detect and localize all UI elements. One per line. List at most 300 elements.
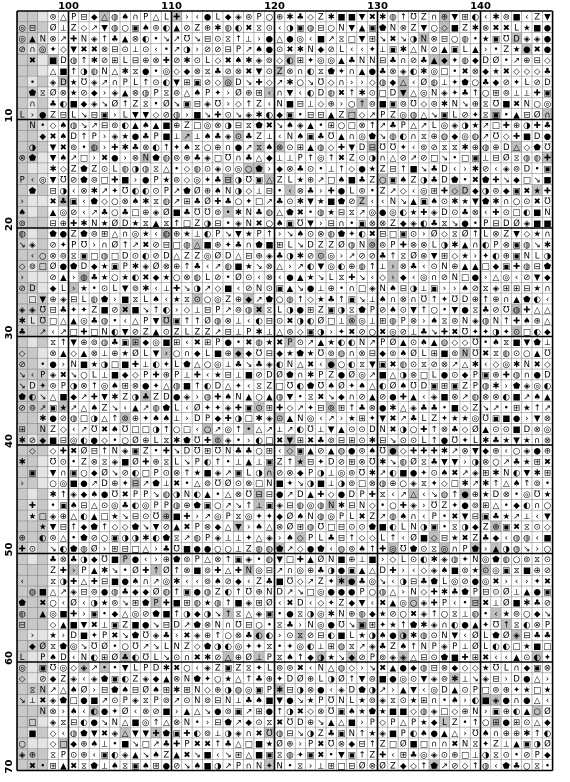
stitch-symbol: N xyxy=(266,479,273,490)
stitch-symbol: ▼ xyxy=(70,338,77,349)
stitch-symbol: ▼ xyxy=(544,511,551,522)
stitch-symbol: ↑ xyxy=(100,446,109,457)
stitch-symbol: ⊕ xyxy=(451,262,459,273)
stitch-symbol: △ xyxy=(90,500,98,511)
stitch-symbol: ◑ xyxy=(100,359,109,370)
stitch-symbol: › xyxy=(422,229,426,240)
stitch-symbol: ◑ xyxy=(121,533,129,544)
shaded-cell xyxy=(27,532,37,543)
stitch-symbol: • xyxy=(472,218,478,229)
stitch-symbol: ⊟ xyxy=(399,283,407,294)
stitch-symbol: ⊘ xyxy=(461,576,469,587)
stitch-symbol: ♣ xyxy=(193,153,202,164)
stitch-symbol: ↑ xyxy=(430,609,438,620)
stitch-symbol: ■ xyxy=(285,99,294,110)
stitch-symbol: ⬟ xyxy=(492,631,500,642)
stitch-symbol: ⊘ xyxy=(543,598,552,609)
stitch-symbol: ● xyxy=(389,631,397,642)
stitch-symbol: ↑ xyxy=(471,229,479,240)
stitch-symbol: ◑ xyxy=(224,121,232,132)
stitch-symbol: ◆ xyxy=(451,132,459,143)
stitch-symbol: ▲ xyxy=(441,728,448,739)
stitch-symbol: P xyxy=(472,685,478,696)
stitch-symbol: ◑ xyxy=(317,327,325,338)
stitch-symbol: ◇ xyxy=(420,566,428,577)
stitch-symbol: △ xyxy=(513,142,520,153)
stitch-symbol: ○ xyxy=(49,479,57,490)
stitch-symbol: ⊞ xyxy=(203,446,212,457)
stitch-symbol: ✚ xyxy=(183,728,191,739)
stitch-symbol: ⊘ xyxy=(368,251,376,262)
stitch-symbol: ✱ xyxy=(399,45,407,56)
stitch-symbol: • xyxy=(122,566,128,577)
stitch-symbol: △ xyxy=(276,34,283,45)
stitch-symbol: ◎ xyxy=(111,500,119,511)
stitch-symbol: ○ xyxy=(183,663,191,674)
stitch-symbol: ✖ xyxy=(70,446,78,457)
stitch-symbol: ○ xyxy=(523,761,531,772)
stitch-symbol: ♠ xyxy=(450,696,459,707)
stitch-symbol: ↘ xyxy=(358,273,366,284)
stitch-symbol: ◈ xyxy=(90,77,98,88)
stitch-symbol: ★ xyxy=(409,696,418,707)
stitch-symbol: ▼ xyxy=(523,338,531,349)
stitch-symbol: ⧖ xyxy=(389,696,396,707)
stitch-symbol: ⊗ xyxy=(49,251,57,262)
stitch-symbol: ∩ xyxy=(410,294,417,305)
stitch-symbol: ◎ xyxy=(214,294,222,305)
stitch-symbol: ◑ xyxy=(152,424,160,435)
shaded-cell xyxy=(38,619,48,630)
stitch-symbol: ■ xyxy=(203,750,212,761)
stitch-symbol: ♣ xyxy=(512,457,521,468)
stitch-symbol: ‹ xyxy=(154,283,158,294)
stitch-symbol: ⊘ xyxy=(80,88,88,99)
stitch-symbol: Ø xyxy=(49,23,57,34)
stitch-symbol: ✖ xyxy=(121,305,129,316)
stitch-symbol: ⊟ xyxy=(90,110,98,121)
stitch-symbol: ◑ xyxy=(224,728,232,739)
stitch-symbol: ✱ xyxy=(368,435,376,446)
stitch-symbol: ⧖ xyxy=(142,218,149,229)
stitch-symbol: ‹ xyxy=(195,424,199,435)
stitch-symbol: N xyxy=(327,500,335,511)
stitch-symbol: ◆ xyxy=(348,598,356,609)
stitch-symbol: ⊘ xyxy=(306,631,315,642)
stitch-symbol: ◎ xyxy=(306,414,315,425)
stitch-symbol: • xyxy=(318,164,324,175)
stitch-symbol: N xyxy=(461,316,469,327)
stitch-symbol: ⊙ xyxy=(59,457,67,468)
stitch-symbol: ↘ xyxy=(471,674,479,685)
stitch-symbol: ♠ xyxy=(358,544,366,555)
stitch-symbol: ▲ xyxy=(307,142,314,153)
stitch-symbol: ♣ xyxy=(141,392,150,403)
stitch-symbol: ⊙ xyxy=(203,164,212,175)
stitch-symbol: ▼ xyxy=(101,392,108,403)
stitch-symbol: ⊟ xyxy=(533,262,541,273)
stitch-symbol: ◈ xyxy=(441,88,448,99)
stitch-symbol: ↑ xyxy=(183,468,191,479)
stitch-symbol: ✚ xyxy=(142,566,150,577)
stitch-symbol: ◇ xyxy=(399,186,407,197)
stitch-symbol: ★ xyxy=(368,164,377,175)
stitch-symbol: ↑ xyxy=(234,424,243,435)
stitch-symbol: ✱ xyxy=(255,414,263,425)
stitch-symbol: ◐ xyxy=(512,468,521,479)
stitch-symbol: ♠ xyxy=(358,381,366,392)
stitch-symbol: ◐ xyxy=(471,12,480,23)
stitch-symbol: Z xyxy=(379,186,386,197)
stitch-symbol: Ø xyxy=(338,674,345,685)
stitch-symbol: ▣ xyxy=(378,359,387,370)
stitch-symbol: ◑ xyxy=(502,544,510,555)
stitch-symbol: ♣ xyxy=(90,316,99,327)
stitch-symbol: ↘ xyxy=(18,381,26,392)
stitch-symbol: ○ xyxy=(451,34,459,45)
stitch-symbol: ✦ xyxy=(482,739,490,750)
stitch-symbol: ⊚ xyxy=(430,99,438,110)
stitch-symbol: ◈ xyxy=(90,34,98,45)
stitch-symbol: Z xyxy=(214,587,221,598)
stitch-symbol: Z xyxy=(462,381,468,392)
stitch-symbol: ∩ xyxy=(245,728,252,739)
stitch-symbol: □ xyxy=(100,175,109,186)
shaded-cell xyxy=(38,163,48,174)
stitch-symbol: Z xyxy=(184,251,190,262)
stitch-symbol: ⊞ xyxy=(492,88,500,99)
stitch-symbol: ◍ xyxy=(430,77,438,88)
stitch-symbol: ✱ xyxy=(183,56,191,67)
stitch-symbol: ↑ xyxy=(399,164,407,175)
stitch-symbol: ↘ xyxy=(100,99,109,110)
stitch-symbol: ↗ xyxy=(306,576,315,587)
stitch-symbol: ▣ xyxy=(543,587,552,598)
stitch-symbol: L xyxy=(122,56,128,67)
stitch-symbol: ◆ xyxy=(492,77,500,88)
stitch-symbol: ◑ xyxy=(368,153,377,164)
stitch-symbol: ⊟ xyxy=(90,446,98,457)
stitch-symbol: □ xyxy=(347,110,356,121)
stitch-symbol: Ø xyxy=(111,652,119,663)
shaded-cell xyxy=(17,586,27,597)
stitch-symbol: ♠ xyxy=(152,750,160,761)
stitch-symbol: ⟂ xyxy=(235,533,242,544)
stitch-symbol: ♠ xyxy=(49,652,57,663)
stitch-symbol: ⧖ xyxy=(420,457,427,468)
stitch-symbol: ▣ xyxy=(172,728,181,739)
stitch-symbol: ▲ xyxy=(90,511,98,522)
stitch-symbol: ⧖ xyxy=(276,620,283,631)
stitch-symbol: △ xyxy=(276,262,283,273)
stitch-symbol: ▼ xyxy=(461,511,469,522)
stitch-symbol: ■ xyxy=(481,696,490,707)
stitch-symbol: ↑ xyxy=(193,381,201,392)
stitch-symbol: Ʊ xyxy=(472,728,479,739)
stitch-symbol: ∩ xyxy=(111,77,118,88)
stitch-symbol: ■ xyxy=(450,23,459,34)
stitch-symbol: ↑ xyxy=(399,12,407,23)
stitch-symbol: ✱ xyxy=(482,435,490,446)
stitch-symbol: ⟂ xyxy=(318,283,324,294)
stitch-symbol: ✱ xyxy=(162,663,170,674)
stitch-symbol: ● xyxy=(337,566,346,577)
row-label-70: 70 xyxy=(4,759,15,774)
stitch-symbol: › xyxy=(463,728,467,739)
stitch-symbol: ✱ xyxy=(471,359,479,370)
stitch-symbol: ▲ xyxy=(513,294,520,305)
stitch-symbol: › xyxy=(422,500,426,511)
stitch-symbol: ↘ xyxy=(358,294,366,305)
stitch-symbol: ✚ xyxy=(379,544,387,555)
stitch-symbol: Z xyxy=(317,305,324,316)
stitch-symbol: Ʊ xyxy=(317,381,325,392)
stitch-symbol: ∩ xyxy=(544,110,551,121)
stitch-symbol: ⊙ xyxy=(399,305,407,316)
stitch-symbol: ■ xyxy=(121,175,130,186)
stitch-symbol: ◐ xyxy=(152,142,160,153)
stitch-symbol: ● xyxy=(327,359,335,370)
stitch-symbol: Z xyxy=(70,23,77,34)
stitch-symbol: ■ xyxy=(203,761,212,772)
stitch-symbol: ✚ xyxy=(162,598,170,609)
stitch-symbol: Ø xyxy=(544,739,551,750)
stitch-symbol: ↘ xyxy=(214,609,222,620)
stitch-symbol: ⟂ xyxy=(29,696,36,707)
stitch-symbol: L xyxy=(349,511,355,522)
stitch-symbol: ⊟ xyxy=(131,479,140,490)
stitch-symbol: Z xyxy=(50,424,56,435)
stitch-symbol: Ʊ xyxy=(121,186,129,197)
stitch-symbol: ◆ xyxy=(235,576,242,587)
stitch-symbol: △ xyxy=(80,576,88,587)
stitch-symbol: • xyxy=(452,66,458,77)
stitch-symbol: ↗ xyxy=(368,338,376,349)
stitch-symbol: ⊞ xyxy=(18,424,26,435)
stitch-symbol: ♣ xyxy=(533,598,541,609)
stitch-symbol: ⟂ xyxy=(462,674,468,685)
stitch-symbol: ♠ xyxy=(286,652,294,663)
stitch-symbol: ‹ xyxy=(185,403,189,414)
stitch-symbol: ✱ xyxy=(18,316,26,327)
stitch-symbol: ⊗ xyxy=(100,45,109,56)
shaded-cell xyxy=(17,141,27,152)
stitch-symbol: ♣ xyxy=(430,175,438,186)
stitch-symbol: ◆ xyxy=(276,511,283,522)
stitch-symbol: ↑ xyxy=(80,56,88,67)
stitch-symbol: ● xyxy=(348,446,356,457)
stitch-symbol: ◐ xyxy=(131,273,140,284)
stitch-symbol: ◎ xyxy=(481,555,490,566)
stitch-symbol: ◍ xyxy=(203,392,212,403)
stitch-symbol: △ xyxy=(70,511,77,522)
stitch-symbol: ▲ xyxy=(523,587,531,598)
stitch-symbol: ∩ xyxy=(513,696,520,707)
stitch-symbol: ○ xyxy=(234,197,243,208)
stitch-symbol: ✖ xyxy=(306,435,315,446)
stitch-symbol: ♠ xyxy=(492,338,500,349)
stitch-symbol: P xyxy=(369,717,375,728)
stitch-symbol: ⊞ xyxy=(111,56,119,67)
stitch-symbol: ‹ xyxy=(298,88,302,99)
stitch-symbol: ⊘ xyxy=(18,45,26,56)
stitch-symbol: ⊞ xyxy=(440,251,449,262)
stitch-symbol: ◇ xyxy=(80,23,88,34)
stitch-symbol: ✱ xyxy=(451,240,459,251)
stitch-symbol: ◎ xyxy=(39,45,47,56)
stitch-symbol: ‹ xyxy=(205,370,210,381)
stitch-symbol: ♠ xyxy=(420,338,428,349)
stitch-symbol: ◇ xyxy=(348,164,356,175)
stitch-symbol: □ xyxy=(450,479,459,490)
stitch-symbol: ◍ xyxy=(378,479,387,490)
stitch-symbol: ⊟ xyxy=(265,566,273,577)
stitch-symbol: ◈ xyxy=(410,500,417,511)
stitch-symbol: ⊘ xyxy=(379,305,387,316)
stitch-symbol: ★ xyxy=(378,707,387,718)
stitch-symbol: △ xyxy=(235,739,242,750)
stitch-symbol: ● xyxy=(409,468,418,479)
stitch-symbol: ▲ xyxy=(60,273,67,284)
stitch-symbol: ▲ xyxy=(369,392,376,403)
stitch-symbol: ⟂ xyxy=(235,316,242,327)
shaded-cell xyxy=(17,293,27,304)
stitch-symbol: △ xyxy=(266,522,273,533)
stitch-symbol: ⊗ xyxy=(451,392,459,403)
stitch-symbol: ⊟ xyxy=(131,685,140,696)
stitch-symbol: ◐ xyxy=(523,207,531,218)
stitch-symbol: ● xyxy=(265,34,274,45)
stitch-symbol: ⊙ xyxy=(234,132,243,143)
stitch-symbol: ↗ xyxy=(203,283,212,294)
stitch-symbol: ◎ xyxy=(59,479,68,490)
stitch-symbol: ◍ xyxy=(389,511,397,522)
stitch-symbol: ■ xyxy=(347,12,356,23)
stitch-symbol: ↘ xyxy=(286,229,294,240)
stitch-symbol: ◈ xyxy=(152,207,160,218)
shaded-cell xyxy=(17,250,27,261)
stitch-symbol: ◆ xyxy=(183,66,191,77)
stitch-symbol: ▼ xyxy=(420,674,428,685)
stitch-symbol: ⬟ xyxy=(193,620,201,631)
stitch-symbol: ◇ xyxy=(399,446,407,457)
stitch-symbol: Ø xyxy=(338,381,345,392)
stitch-symbol: ◈ xyxy=(296,121,304,132)
stitch-symbol: ◇ xyxy=(502,132,510,143)
stitch-symbol: Ø xyxy=(430,229,438,240)
stitch-symbol: ◍ xyxy=(327,88,335,99)
stitch-symbol: ∩ xyxy=(60,468,67,479)
stitch-symbol: ⧖ xyxy=(359,359,366,370)
stitch-symbol: ▣ xyxy=(481,370,490,381)
stitch-symbol: ‹ xyxy=(453,598,457,609)
stitch-symbol: ↗ xyxy=(368,110,376,121)
stitch-symbol: ⧖ xyxy=(297,761,304,772)
stitch-symbol: ⧖ xyxy=(50,641,57,652)
stitch-symbol: ⊞ xyxy=(471,652,479,663)
stitch-symbol: ↗ xyxy=(90,121,98,132)
stitch-symbol: ■ xyxy=(419,533,428,544)
stitch-symbol: Ø xyxy=(70,598,78,609)
stitch-symbol: ◐ xyxy=(399,132,407,143)
stitch-symbol: Z xyxy=(194,218,201,229)
stitch-symbol: ◎ xyxy=(317,153,325,164)
stitch-symbol: △ xyxy=(327,663,335,674)
stitch-symbol: N xyxy=(523,251,531,262)
stitch-symbol: ★ xyxy=(347,414,356,425)
stitch-symbol: ↘ xyxy=(183,761,191,772)
stitch-symbol: ◎ xyxy=(296,34,304,45)
stitch-symbol: D xyxy=(60,77,67,88)
stitch-symbol: Z xyxy=(50,566,56,577)
stitch-symbol: Ʊ xyxy=(194,207,201,218)
stitch-symbol: ⊟ xyxy=(358,739,366,750)
stitch-symbol: ◇ xyxy=(214,56,222,67)
stitch-symbol: P xyxy=(40,652,46,663)
stitch-symbol: ⬟ xyxy=(131,522,140,533)
stitch-symbol: □ xyxy=(430,153,439,164)
stitch-symbol: ⊙ xyxy=(348,424,356,435)
stitch-symbol: ↗ xyxy=(286,490,294,501)
stitch-symbol: ⟂ xyxy=(256,186,262,197)
stitch-symbol: ♠ xyxy=(296,229,305,240)
stitch-symbol: ★ xyxy=(59,403,68,414)
stitch-symbol: ◇ xyxy=(523,66,531,77)
stitch-symbol: ↗ xyxy=(265,197,273,208)
stitch-symbol: D xyxy=(173,620,180,631)
stitch-symbol: ⬟ xyxy=(368,132,377,143)
stitch-symbol: ⬟ xyxy=(327,66,335,77)
stitch-symbol: • xyxy=(514,750,520,761)
stitch-symbol: ◇ xyxy=(327,490,335,501)
stitch-symbol: ↗ xyxy=(90,663,98,674)
stitch-symbol: ‹ xyxy=(535,533,539,544)
stitch-symbol: P xyxy=(153,468,159,479)
shaded-cell xyxy=(38,54,48,65)
stitch-symbol: □ xyxy=(28,294,37,305)
stitch-symbol: › xyxy=(174,631,179,642)
stitch-symbol: ∩ xyxy=(286,566,294,577)
stitch-symbol: ⊙ xyxy=(276,414,284,425)
stitch-symbol: ⊗ xyxy=(18,153,26,164)
stitch-symbol: ● xyxy=(142,66,150,77)
stitch-symbol: ⊙ xyxy=(440,750,449,761)
stitch-symbol: ◐ xyxy=(306,88,315,99)
stitch-symbol: ◎ xyxy=(368,207,377,218)
stitch-symbol: › xyxy=(463,164,467,175)
stitch-symbol: N xyxy=(183,490,191,501)
stitch-symbol: • xyxy=(153,99,159,110)
stitch-symbol: ● xyxy=(131,555,140,566)
stitch-symbol: N xyxy=(523,99,531,110)
stitch-symbol: ◈ xyxy=(266,359,273,370)
stitch-symbol: ↑ xyxy=(358,99,366,110)
stitch-symbol: ‹ xyxy=(411,186,416,197)
stitch-symbol: ◈ xyxy=(451,121,459,132)
stitch-symbol: ✱ xyxy=(111,392,119,403)
stitch-symbol: Ø xyxy=(142,685,150,696)
stitch-symbol: ✚ xyxy=(142,457,150,468)
stitch-symbol: ✖ xyxy=(337,153,346,164)
stitch-symbol: ⊞ xyxy=(482,500,490,511)
stitch-symbol: ↘ xyxy=(234,110,243,121)
stitch-symbol: Z xyxy=(122,392,129,403)
stitch-symbol: ● xyxy=(523,674,531,685)
stitch-symbol: ▼ xyxy=(49,175,57,186)
stitch-symbol: ♠ xyxy=(275,218,284,229)
stitch-symbol: ↘ xyxy=(379,34,387,45)
stitch-symbol: ◍ xyxy=(18,229,26,240)
